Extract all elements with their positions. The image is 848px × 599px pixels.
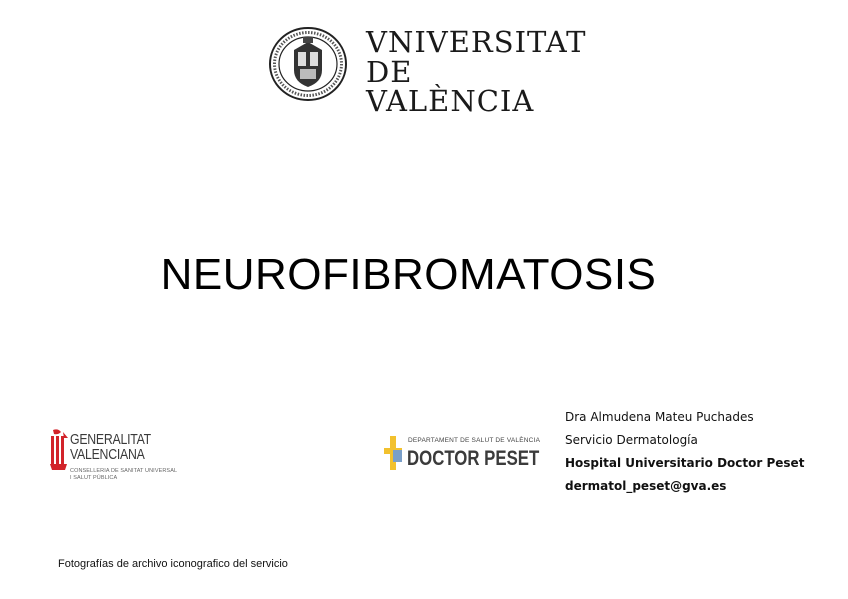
university-name-line2: DE VALÈNCIA bbox=[366, 55, 535, 118]
hospital-logo-name: DOCTOR PESET bbox=[407, 447, 540, 470]
contact-block bbox=[565, 408, 804, 500]
service-name: Servicio Dermatología bbox=[565, 433, 698, 447]
generalitat-logo bbox=[49, 428, 189, 490]
doctor-peset-logo bbox=[384, 434, 541, 474]
university-logo bbox=[268, 22, 587, 118]
university-seal-icon bbox=[268, 26, 348, 102]
generalitat-sub-line2: I SALUT PÚBLICA bbox=[70, 474, 118, 481]
author-name: Dra Almudena Mateu Puchades bbox=[565, 410, 754, 424]
university-name-line1: VNIVERSITAT bbox=[366, 25, 587, 59]
generalitat-sub-line1: CONSELLERIA DE SANITAT UNIVERSAL bbox=[70, 468, 178, 474]
department-name: DEPARTAMENT DE SALUT DE VALÈNCIA bbox=[408, 437, 541, 444]
generalitat-name-line2: VALENCIANA bbox=[70, 446, 145, 463]
footer-note: Fotografías de archivo iconografico del servicio bbox=[58, 558, 288, 570]
hospital-name: Hospital Universitario Doctor Peset bbox=[565, 456, 805, 470]
generalitat-name-line1: GENERALITAT bbox=[70, 431, 151, 448]
medical-cross-icon bbox=[384, 436, 404, 470]
contact-email: dermatol_peset@gva.es bbox=[565, 479, 727, 493]
generalitat-emblem-icon bbox=[49, 428, 69, 470]
generalitat-subtitle bbox=[70, 468, 177, 481]
generalitat-name bbox=[70, 432, 151, 462]
university-wordmark bbox=[366, 25, 587, 118]
page-title: NEUROFIBROMATOSIS bbox=[160, 250, 657, 299]
